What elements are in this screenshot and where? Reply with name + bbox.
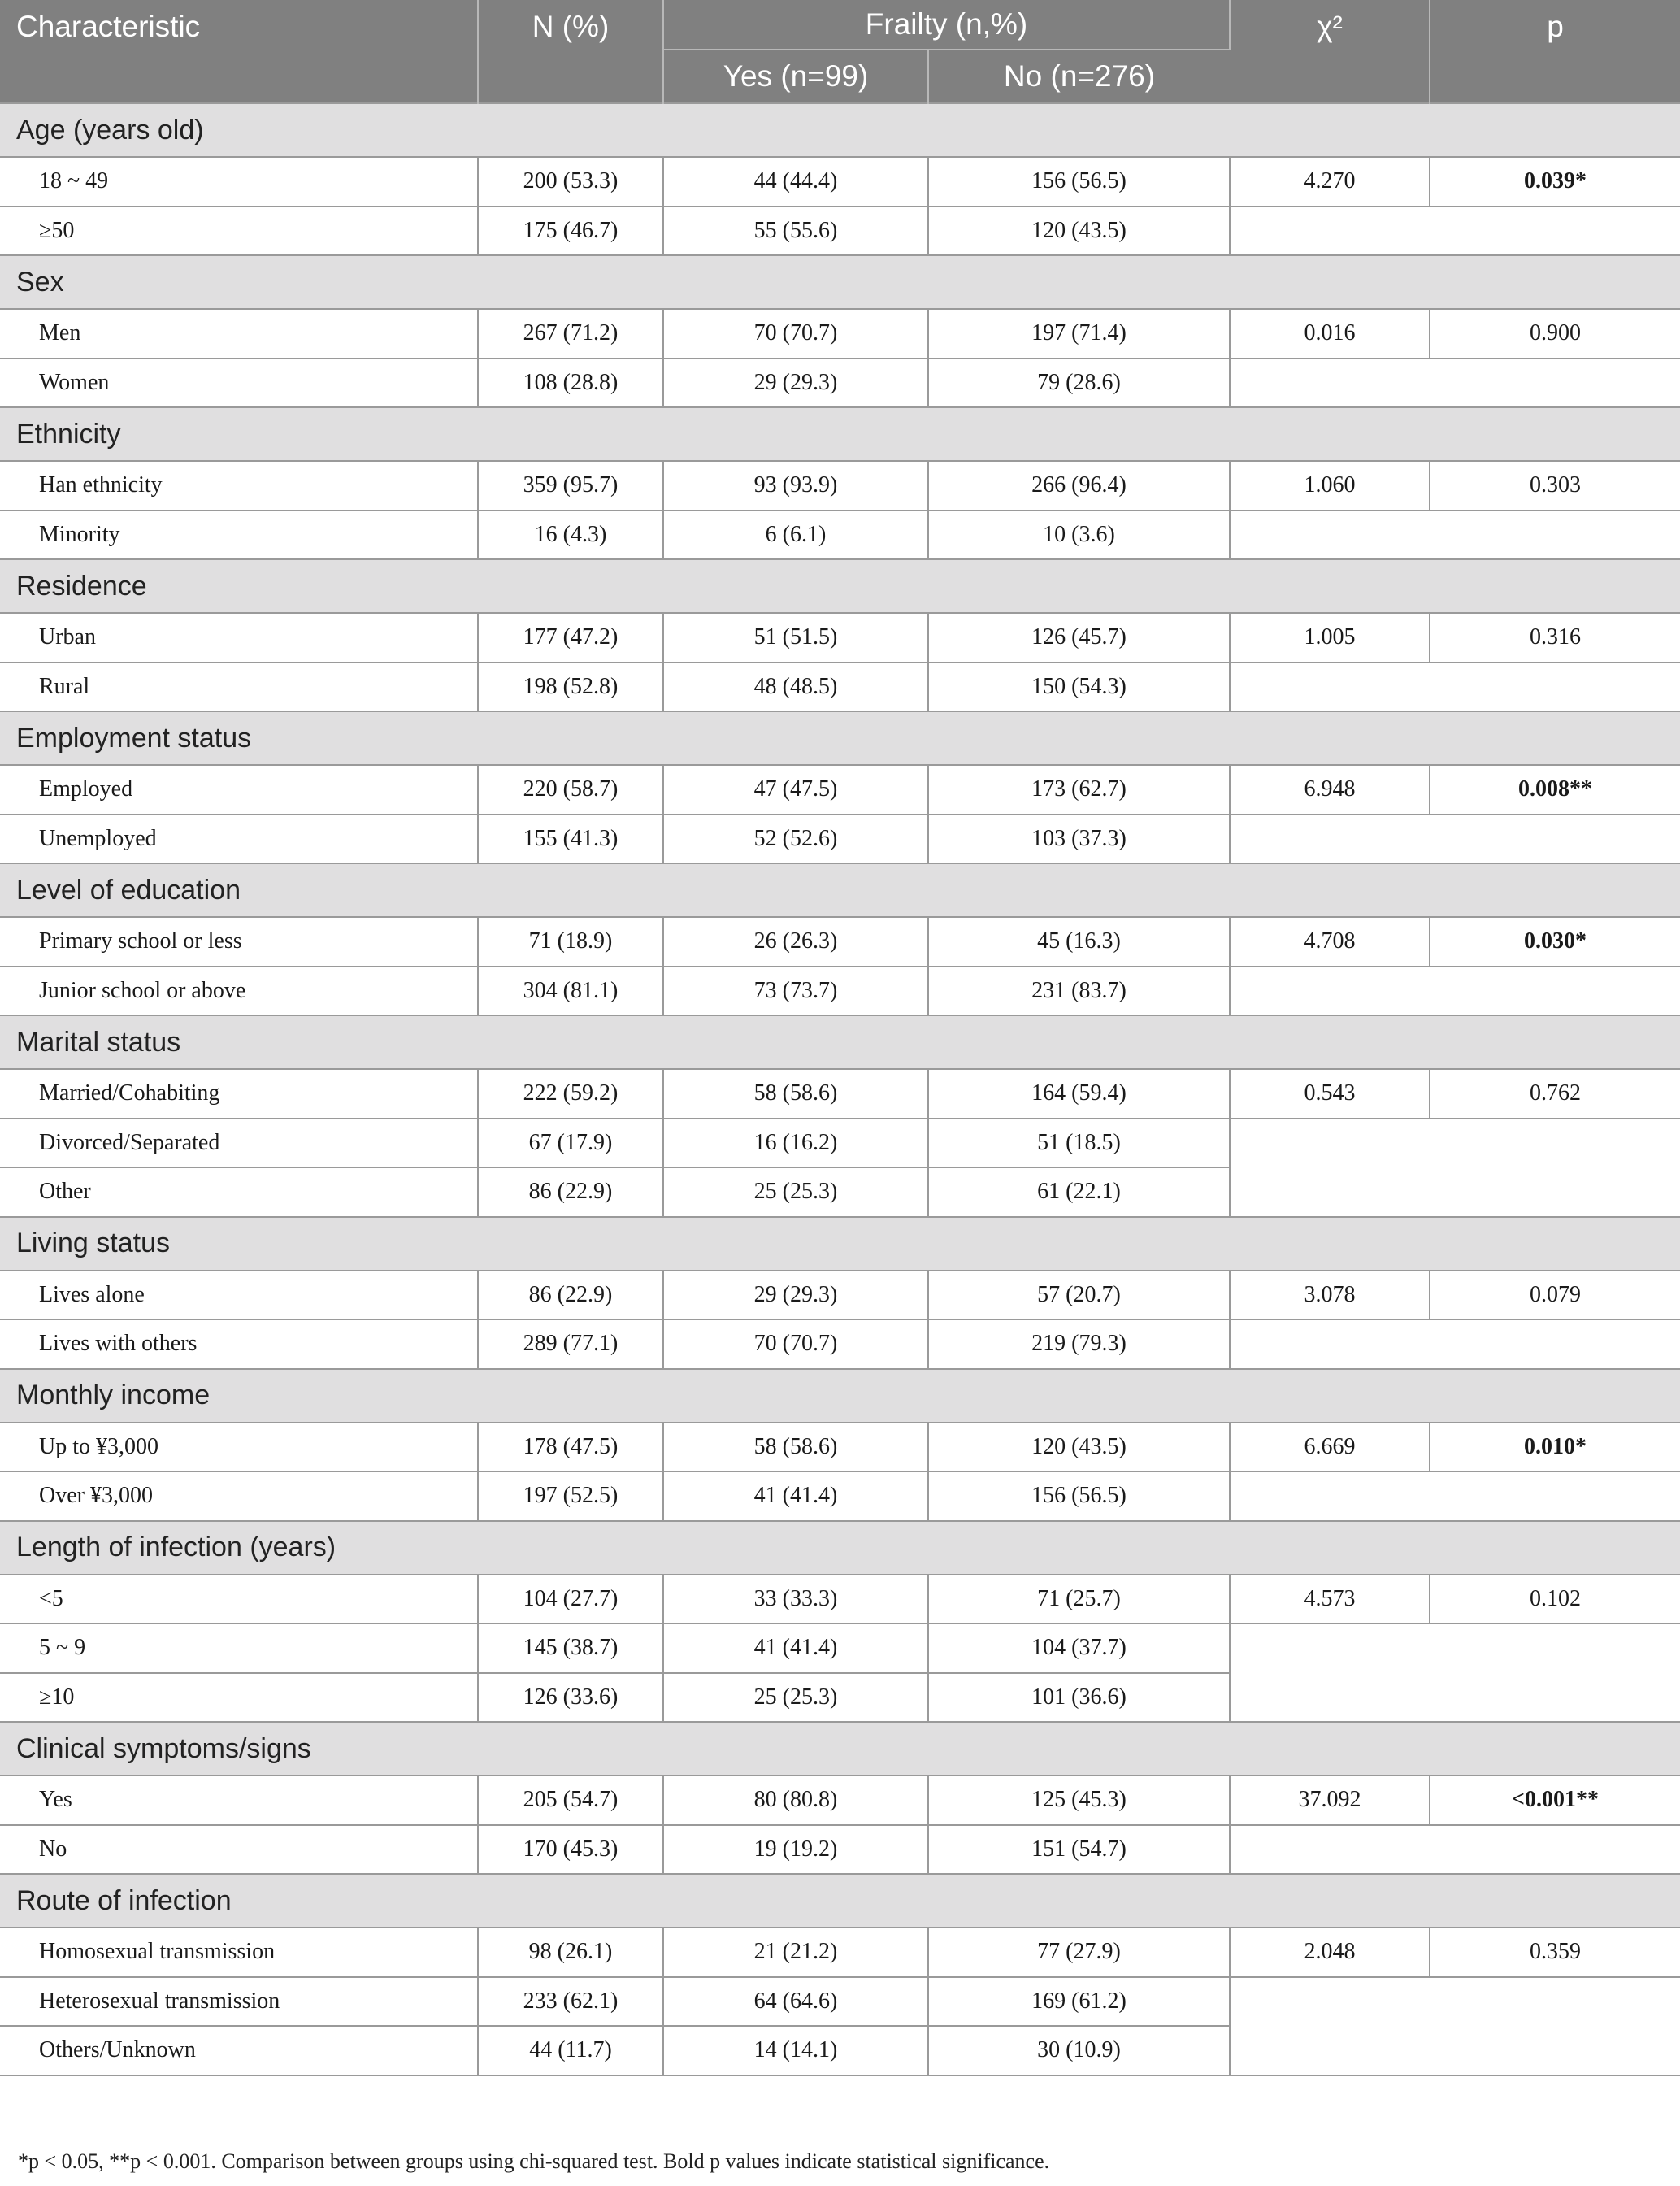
table-row [0, 1775, 1680, 1825]
group-label: Marital status [0, 1015, 1680, 1069]
cell-chi2: 2.048 [1230, 1927, 1430, 1977]
cell-chi2: 4.270 [1230, 157, 1430, 206]
group-label: Route of infection [0, 1874, 1680, 1927]
cell-n-pct: 145 (38.7) [478, 1623, 663, 1673]
group-row [0, 1369, 1680, 1423]
row-label: Other [0, 1167, 478, 1217]
cell-frailty-no: 156 (56.5) [928, 157, 1230, 206]
group-row [0, 559, 1680, 613]
cell-frailty-yes: 48 (48.5) [663, 663, 928, 712]
table-row [0, 1119, 1680, 1168]
cell-n-pct: 198 (52.8) [478, 663, 663, 712]
cell-p-value: 0.762 [1430, 1069, 1680, 1119]
row-label: Primary school or less [0, 917, 478, 967]
group-row [0, 1015, 1680, 1069]
row-label: 5 ~ 9 [0, 1623, 478, 1673]
cell-frailty-yes: 47 (47.5) [663, 765, 928, 815]
row-label: No [0, 1825, 478, 1875]
cell-frailty-no: 120 (43.5) [928, 206, 1230, 256]
row-label: Lives with others [0, 1319, 478, 1369]
group-label: Ethnicity [0, 407, 1680, 461]
cell-n-pct: 155 (41.3) [478, 815, 663, 864]
row-label: Employed [0, 765, 478, 815]
row-label: Rural [0, 663, 478, 712]
group-row [0, 1874, 1680, 1927]
row-label: ≥10 [0, 1673, 478, 1723]
table-row [0, 613, 1680, 663]
cell-frailty-no: 231 (83.7) [928, 967, 1230, 1016]
table-row [0, 765, 1680, 815]
cell-frailty-yes: 64 (64.6) [663, 1977, 928, 2027]
table-body [0, 103, 1680, 2075]
cell-chi2: 1.005 [1230, 613, 1430, 663]
row-label: Minority [0, 511, 478, 560]
header-characteristic: Characteristic [0, 0, 478, 103]
cell-frailty-yes: 41 (41.4) [663, 1623, 928, 1673]
empty-cell [1230, 359, 1680, 408]
cell-n-pct: 16 (4.3) [478, 511, 663, 560]
cell-frailty-yes: 58 (58.6) [663, 1069, 928, 1119]
row-label: <5 [0, 1575, 478, 1624]
cell-n-pct: 67 (17.9) [478, 1119, 663, 1168]
cell-p-value: 0.102 [1430, 1575, 1680, 1624]
header-chi2: χ² [1230, 0, 1430, 103]
table-row [0, 917, 1680, 967]
cell-p-value: 0.359 [1430, 1927, 1680, 1977]
table-row [0, 1623, 1680, 1673]
cell-n-pct: 86 (22.9) [478, 1167, 663, 1217]
cell-n-pct: 178 (47.5) [478, 1423, 663, 1472]
cell-frailty-yes: 6 (6.1) [663, 511, 928, 560]
cell-chi2: 1.060 [1230, 461, 1430, 511]
group-label: Sex [0, 255, 1680, 309]
cell-frailty-no: 103 (37.3) [928, 815, 1230, 864]
cell-n-pct: 108 (28.8) [478, 359, 663, 408]
cell-frailty-yes: 58 (58.6) [663, 1423, 928, 1472]
header-frailty: Frailty (n,%) [663, 0, 1230, 50]
cell-p-value: 0.010* [1430, 1423, 1680, 1472]
row-label: Han ethnicity [0, 461, 478, 511]
cell-frailty-yes: 80 (80.8) [663, 1775, 928, 1825]
cell-n-pct: 222 (59.2) [478, 1069, 663, 1119]
table-row [0, 461, 1680, 511]
cell-n-pct: 126 (33.6) [478, 1673, 663, 1723]
cell-frailty-no: 51 (18.5) [928, 1119, 1230, 1168]
cell-p-value: 0.030* [1430, 917, 1680, 967]
group-label: Living status [0, 1217, 1680, 1271]
cell-n-pct: 304 (81.1) [478, 967, 663, 1016]
cell-frailty-no: 30 (10.9) [928, 2026, 1230, 2075]
cell-chi2: 6.669 [1230, 1423, 1430, 1472]
table-row [0, 663, 1680, 712]
cell-frailty-yes: 16 (16.2) [663, 1119, 928, 1168]
table-row [0, 1271, 1680, 1320]
cell-frailty-yes: 44 (44.4) [663, 157, 928, 206]
cell-frailty-no: 126 (45.7) [928, 613, 1230, 663]
cell-chi2: 37.092 [1230, 1775, 1430, 1825]
cell-chi2: 6.948 [1230, 765, 1430, 815]
cell-frailty-no: 197 (71.4) [928, 309, 1230, 359]
cell-frailty-no: 71 (25.7) [928, 1575, 1230, 1624]
footnote: *p < 0.05, **p < 0.001. Comparison between groups using chi-squared test. Bold p values indicate statistical significance. [18, 2149, 1050, 2173]
cell-frailty-yes: 55 (55.6) [663, 206, 928, 256]
cell-n-pct: 359 (95.7) [478, 461, 663, 511]
row-label: Over ¥3,000 [0, 1471, 478, 1521]
cell-frailty-no: 164 (59.4) [928, 1069, 1230, 1119]
cell-n-pct: 205 (54.7) [478, 1775, 663, 1825]
empty-cell [1230, 1977, 1680, 2075]
group-row [0, 103, 1680, 157]
cell-p-value: 0.008** [1430, 765, 1680, 815]
row-label: Men [0, 309, 478, 359]
group-label: Employment status [0, 711, 1680, 765]
table-row [0, 1069, 1680, 1119]
cell-n-pct: 44 (11.7) [478, 2026, 663, 2075]
cell-frailty-yes: 25 (25.3) [663, 1167, 928, 1217]
empty-cell [1230, 206, 1680, 256]
table-row [0, 511, 1680, 560]
table-row [0, 1927, 1680, 1977]
cell-frailty-no: 45 (16.3) [928, 917, 1230, 967]
group-label: Age (years old) [0, 103, 1680, 157]
cell-frailty-yes: 21 (21.2) [663, 1927, 928, 1977]
empty-cell [1230, 663, 1680, 712]
cell-frailty-yes: 41 (41.4) [663, 1471, 928, 1521]
cell-n-pct: 175 (46.7) [478, 206, 663, 256]
cell-n-pct: 197 (52.5) [478, 1471, 663, 1521]
table-row [0, 1471, 1680, 1521]
table-row [0, 157, 1680, 206]
row-label: Yes [0, 1775, 478, 1825]
table-row [0, 967, 1680, 1016]
group-label: Monthly income [0, 1369, 1680, 1423]
table-row [0, 815, 1680, 864]
empty-cell [1230, 1119, 1680, 1217]
cell-frailty-no: 79 (28.6) [928, 359, 1230, 408]
cell-frailty-no: 77 (27.9) [928, 1927, 1230, 1977]
cell-frailty-yes: 19 (19.2) [663, 1825, 928, 1875]
cell-frailty-no: 101 (36.6) [928, 1673, 1230, 1723]
cell-n-pct: 220 (58.7) [478, 765, 663, 815]
cell-frailty-no: 120 (43.5) [928, 1423, 1230, 1472]
empty-cell [1230, 815, 1680, 864]
table-row [0, 206, 1680, 256]
cell-n-pct: 104 (27.7) [478, 1575, 663, 1624]
cell-frailty-yes: 25 (25.3) [663, 1673, 928, 1723]
cell-chi2: 0.543 [1230, 1069, 1430, 1119]
row-label: Unemployed [0, 815, 478, 864]
cell-frailty-no: 151 (54.7) [928, 1825, 1230, 1875]
row-label: Heterosexual transmission [0, 1977, 478, 2027]
cell-frailty-yes: 70 (70.7) [663, 1319, 928, 1369]
cell-chi2: 4.708 [1230, 917, 1430, 967]
cell-p-value: <0.001** [1430, 1775, 1680, 1825]
cell-n-pct: 71 (18.9) [478, 917, 663, 967]
group-label: Level of education [0, 863, 1680, 917]
table-row [0, 309, 1680, 359]
cell-frailty-no: 150 (54.3) [928, 663, 1230, 712]
row-label: Married/Cohabiting [0, 1069, 478, 1119]
cell-frailty-no: 169 (61.2) [928, 1977, 1230, 2027]
group-label: Length of infection (years) [0, 1521, 1680, 1575]
group-row [0, 1217, 1680, 1271]
cell-frailty-no: 57 (20.7) [928, 1271, 1230, 1320]
row-label: Others/Unknown [0, 2026, 478, 2075]
cell-frailty-yes: 73 (73.7) [663, 967, 928, 1016]
cell-chi2: 0.016 [1230, 309, 1430, 359]
cell-frailty-yes: 14 (14.1) [663, 2026, 928, 2075]
empty-cell [1230, 1825, 1680, 1875]
cell-n-pct: 98 (26.1) [478, 1927, 663, 1977]
cell-frailty-no: 104 (37.7) [928, 1623, 1230, 1673]
row-label: Divorced/Separated [0, 1119, 478, 1168]
row-label: 18 ~ 49 [0, 157, 478, 206]
row-label: Lives alone [0, 1271, 478, 1320]
cell-frailty-yes: 52 (52.6) [663, 815, 928, 864]
cell-frailty-yes: 26 (26.3) [663, 917, 928, 967]
cell-p-value: 0.079 [1430, 1271, 1680, 1320]
cell-n-pct: 289 (77.1) [478, 1319, 663, 1369]
cell-n-pct: 170 (45.3) [478, 1825, 663, 1875]
cell-frailty-no: 156 (56.5) [928, 1471, 1230, 1521]
cell-frailty-yes: 29 (29.3) [663, 1271, 928, 1320]
table-row [0, 1319, 1680, 1369]
table-row [0, 359, 1680, 408]
header-frailty-yes: Yes (n=99) [663, 50, 928, 103]
cell-frailty-yes: 70 (70.7) [663, 309, 928, 359]
group-row [0, 1521, 1680, 1575]
empty-cell [1230, 511, 1680, 560]
table-header [0, 0, 1680, 103]
cell-frailty-no: 266 (96.4) [928, 461, 1230, 511]
cell-frailty-yes: 93 (93.9) [663, 461, 928, 511]
cell-frailty-no: 219 (79.3) [928, 1319, 1230, 1369]
cell-n-pct: 267 (71.2) [478, 309, 663, 359]
empty-cell [1230, 967, 1680, 1016]
group-row [0, 255, 1680, 309]
cell-chi2: 3.078 [1230, 1271, 1430, 1320]
cell-chi2: 4.573 [1230, 1575, 1430, 1624]
cell-frailty-yes: 29 (29.3) [663, 359, 928, 408]
table-row [0, 1575, 1680, 1624]
table-row [0, 1423, 1680, 1472]
header-n-pct: N (%) [478, 0, 663, 103]
cell-n-pct: 233 (62.1) [478, 1977, 663, 2027]
row-label: Up to ¥3,000 [0, 1423, 478, 1472]
header-p: p [1430, 0, 1680, 103]
cell-n-pct: 177 (47.2) [478, 613, 663, 663]
cell-frailty-yes: 33 (33.3) [663, 1575, 928, 1624]
cell-p-value: 0.303 [1430, 461, 1680, 511]
group-row [0, 711, 1680, 765]
group-row [0, 863, 1680, 917]
group-row [0, 1722, 1680, 1775]
cell-frailty-no: 10 (3.6) [928, 511, 1230, 560]
empty-cell [1230, 1623, 1680, 1722]
cell-p-value: 0.316 [1430, 613, 1680, 663]
row-label: Junior school or above [0, 967, 478, 1016]
row-label: Urban [0, 613, 478, 663]
group-label: Clinical symptoms/signs [0, 1722, 1680, 1775]
table-row [0, 1977, 1680, 2027]
table-row [0, 1825, 1680, 1875]
group-row [0, 407, 1680, 461]
cell-frailty-no: 125 (45.3) [928, 1775, 1230, 1825]
cell-frailty-no: 173 (62.7) [928, 765, 1230, 815]
header-frailty-no: No (n=276) [928, 50, 1230, 103]
group-label: Residence [0, 559, 1680, 613]
empty-cell [1230, 1471, 1680, 1521]
cell-n-pct: 86 (22.9) [478, 1271, 663, 1320]
cell-p-value: 0.039* [1430, 157, 1680, 206]
cell-n-pct: 200 (53.3) [478, 157, 663, 206]
row-label: Women [0, 359, 478, 408]
cell-frailty-yes: 51 (51.5) [663, 613, 928, 663]
cell-p-value: 0.900 [1430, 309, 1680, 359]
cell-frailty-no: 61 (22.1) [928, 1167, 1230, 1217]
row-label: Homosexual transmission [0, 1927, 478, 1977]
row-label: ≥50 [0, 206, 478, 256]
empty-cell [1230, 1319, 1680, 1369]
